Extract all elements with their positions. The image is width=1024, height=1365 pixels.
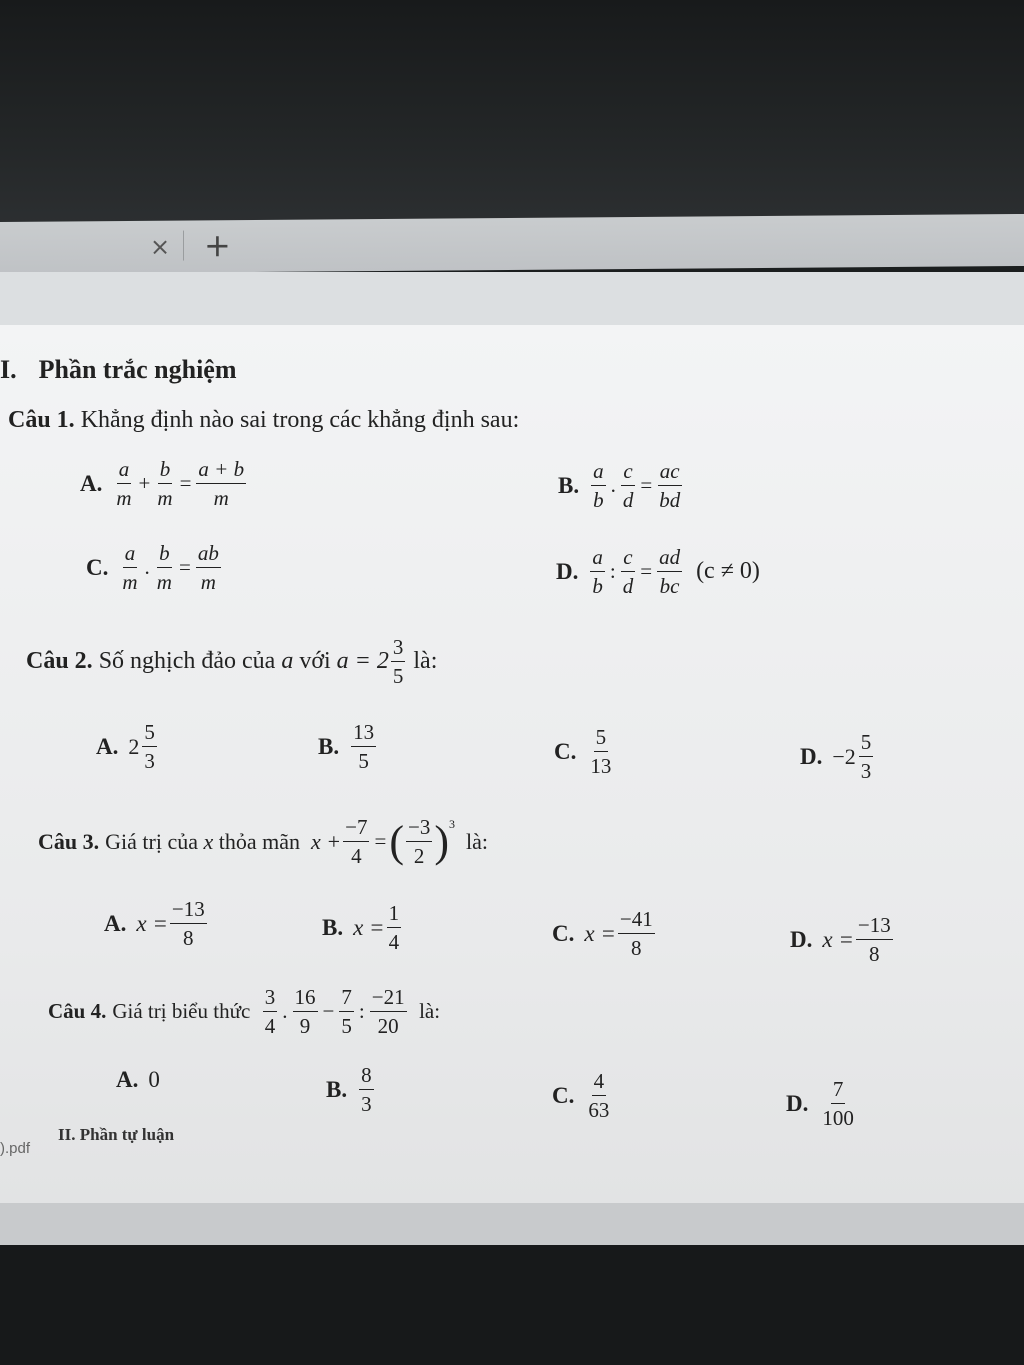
question-2 bbox=[26, 635, 437, 688]
expression: x = bbox=[136, 910, 168, 936]
condition: (c ≠ 0) bbox=[696, 558, 760, 585]
browser-tab-bar bbox=[0, 214, 1024, 274]
operator: : bbox=[358, 999, 365, 1024]
equals: = bbox=[374, 829, 387, 854]
expression: x + bbox=[311, 828, 342, 854]
option-label: D. bbox=[556, 558, 579, 584]
option-label: D. bbox=[800, 743, 823, 769]
whole-part: 2 bbox=[128, 733, 140, 759]
q4-option-c bbox=[552, 1069, 613, 1122]
q1-option-d bbox=[556, 545, 763, 598]
close-tab-icon[interactable]: × bbox=[150, 232, 171, 261]
variable: a bbox=[281, 648, 294, 675]
q2-option-b bbox=[318, 720, 378, 773]
fraction: $\frac{a + b}{m}$ bbox=[198, 457, 245, 511]
option-label: B. bbox=[318, 733, 340, 759]
fraction: $\frac{-7}{4}$ bbox=[345, 815, 368, 869]
question-2-text: Số nghịch đảo của bbox=[98, 648, 276, 675]
fraction: $\frac{3}{5}$ bbox=[392, 635, 404, 689]
fraction: $\frac{7}{100}$ bbox=[822, 1077, 854, 1131]
question-1 bbox=[8, 407, 519, 434]
question-2-text: với bbox=[299, 648, 331, 675]
question-4-label: Câu 4. bbox=[48, 999, 107, 1024]
fraction: $\frac{a}{b}$ bbox=[593, 459, 604, 513]
question-4-text: Giá trị biểu thức bbox=[112, 999, 251, 1024]
fraction: $\frac{1}{4}$ bbox=[388, 901, 400, 955]
fraction: $\frac{-41}{8}$ bbox=[619, 907, 653, 961]
fraction: $\frac{a}{m}$ bbox=[116, 457, 132, 511]
option-label: A. bbox=[116, 1067, 139, 1092]
fraction: $\frac{b}{m}$ bbox=[157, 457, 173, 511]
fraction: $\frac{13}{5}$ bbox=[353, 720, 375, 774]
fraction: $\frac{ac}{bd}$ bbox=[659, 459, 681, 513]
operator: : bbox=[609, 559, 616, 584]
fraction: $\frac{4}{63}$ bbox=[588, 1069, 610, 1123]
q4-option-b bbox=[326, 1063, 376, 1116]
question-2-label: Câu 2. bbox=[26, 648, 93, 675]
fraction: $\frac{16}{9}$ bbox=[294, 985, 316, 1039]
q1-option-a bbox=[80, 457, 248, 510]
question-3-tail: là: bbox=[465, 828, 488, 854]
question-3-text: thỏa mãn bbox=[218, 828, 301, 854]
option-label: A. bbox=[96, 733, 119, 759]
option-label: B. bbox=[326, 1076, 348, 1102]
new-tab-icon[interactable]: + bbox=[204, 226, 231, 265]
exponent: 3 bbox=[448, 817, 455, 831]
status-strip bbox=[0, 1203, 1024, 1248]
fraction: $\frac{ad}{bc}$ bbox=[659, 545, 681, 599]
option-label: D. bbox=[786, 1090, 809, 1116]
fraction: $\frac{-3}{2}$ bbox=[407, 815, 431, 869]
fraction: $\frac{a}{b}$ bbox=[592, 545, 603, 599]
q3-option-b bbox=[322, 901, 403, 954]
fraction: $\frac{-21}{20}$ bbox=[371, 985, 405, 1039]
question-4-tail: là: bbox=[419, 999, 441, 1024]
q2-option-d bbox=[800, 730, 875, 783]
fraction: $\frac{5}{3}$ bbox=[144, 720, 155, 774]
q1-option-b bbox=[558, 459, 684, 512]
fraction: $\frac{-13}{8}$ bbox=[171, 897, 205, 951]
fraction: $\frac{8}{3}$ bbox=[361, 1063, 372, 1117]
q3-option-a bbox=[104, 897, 209, 950]
fraction: $\frac{a}{m}$ bbox=[122, 541, 138, 595]
question-1-text: Khẳng định nào sai trong các khẳng định sau: bbox=[80, 407, 520, 433]
fraction: $\frac{b}{m}$ bbox=[156, 541, 172, 595]
option-label: C. bbox=[554, 738, 577, 764]
operator: . bbox=[282, 999, 288, 1024]
monitor-bezel-bottom bbox=[0, 1245, 1024, 1365]
option-label: D. bbox=[790, 926, 813, 952]
option-label: B. bbox=[558, 472, 580, 498]
fraction: $\frac{c}{d}$ bbox=[622, 545, 634, 599]
option-label: A. bbox=[80, 470, 103, 496]
option-label: C. bbox=[552, 920, 575, 946]
question-2-tail: là: bbox=[413, 648, 438, 675]
q2-option-c bbox=[554, 725, 615, 778]
q3-option-c bbox=[552, 907, 657, 960]
next-section-heading: II. Phần tự luận bbox=[58, 1125, 175, 1144]
tab-separator bbox=[183, 231, 184, 261]
fraction: $\frac{c}{d}$ bbox=[622, 459, 634, 513]
equals: = bbox=[178, 555, 191, 580]
option-label: B. bbox=[322, 914, 344, 940]
operator: + bbox=[138, 471, 151, 496]
option-value: 0 bbox=[148, 1067, 160, 1092]
right-paren: ) bbox=[434, 816, 449, 866]
file-name-label: ).pdf bbox=[0, 1140, 31, 1157]
question-1-label: Câu 1. bbox=[8, 407, 75, 433]
section-heading bbox=[0, 355, 237, 385]
monitor-bezel-top bbox=[0, 0, 1024, 225]
operator: − bbox=[322, 999, 335, 1024]
fraction: $\frac{-13}{8}$ bbox=[857, 913, 891, 967]
operator: . bbox=[144, 555, 150, 580]
q1-option-c bbox=[86, 541, 223, 594]
expression: x = bbox=[353, 914, 385, 940]
question-3 bbox=[38, 815, 488, 868]
fraction: $\frac{7}{5}$ bbox=[341, 985, 352, 1039]
question-4 bbox=[48, 985, 440, 1038]
whole-part: −2 bbox=[832, 743, 856, 769]
question-3-text: Giá trị của bbox=[105, 828, 198, 854]
q4-option-a bbox=[116, 1067, 160, 1093]
fraction: $\frac{5}{3}$ bbox=[860, 730, 872, 784]
equals: = bbox=[179, 471, 192, 496]
operator: . bbox=[610, 473, 616, 498]
q3-option-d bbox=[790, 913, 895, 966]
equals: = bbox=[640, 473, 653, 498]
left-paren: ( bbox=[389, 816, 404, 866]
equals: = bbox=[640, 559, 653, 584]
browser-toolbar bbox=[0, 272, 1024, 328]
expression: x = bbox=[584, 920, 616, 946]
fraction: $\frac{3}{4}$ bbox=[264, 985, 276, 1039]
q2-option-a bbox=[96, 720, 159, 773]
option-label: C. bbox=[86, 554, 109, 580]
section-title: Phần trắc nghiệm bbox=[38, 355, 237, 384]
expression: a = 2 bbox=[336, 648, 389, 675]
option-label: C. bbox=[552, 1082, 575, 1108]
expression: x = bbox=[822, 926, 854, 952]
variable: x bbox=[203, 828, 214, 854]
fraction: $\frac{5}{13}$ bbox=[590, 725, 612, 779]
pdf-document bbox=[0, 325, 1024, 1205]
option-label: A. bbox=[104, 910, 127, 936]
q4-option-d bbox=[786, 1077, 858, 1130]
fraction: $\frac{ab}{m}$ bbox=[197, 541, 219, 595]
section-number: I. bbox=[0, 355, 17, 384]
question-3-label: Câu 3. bbox=[38, 828, 100, 854]
